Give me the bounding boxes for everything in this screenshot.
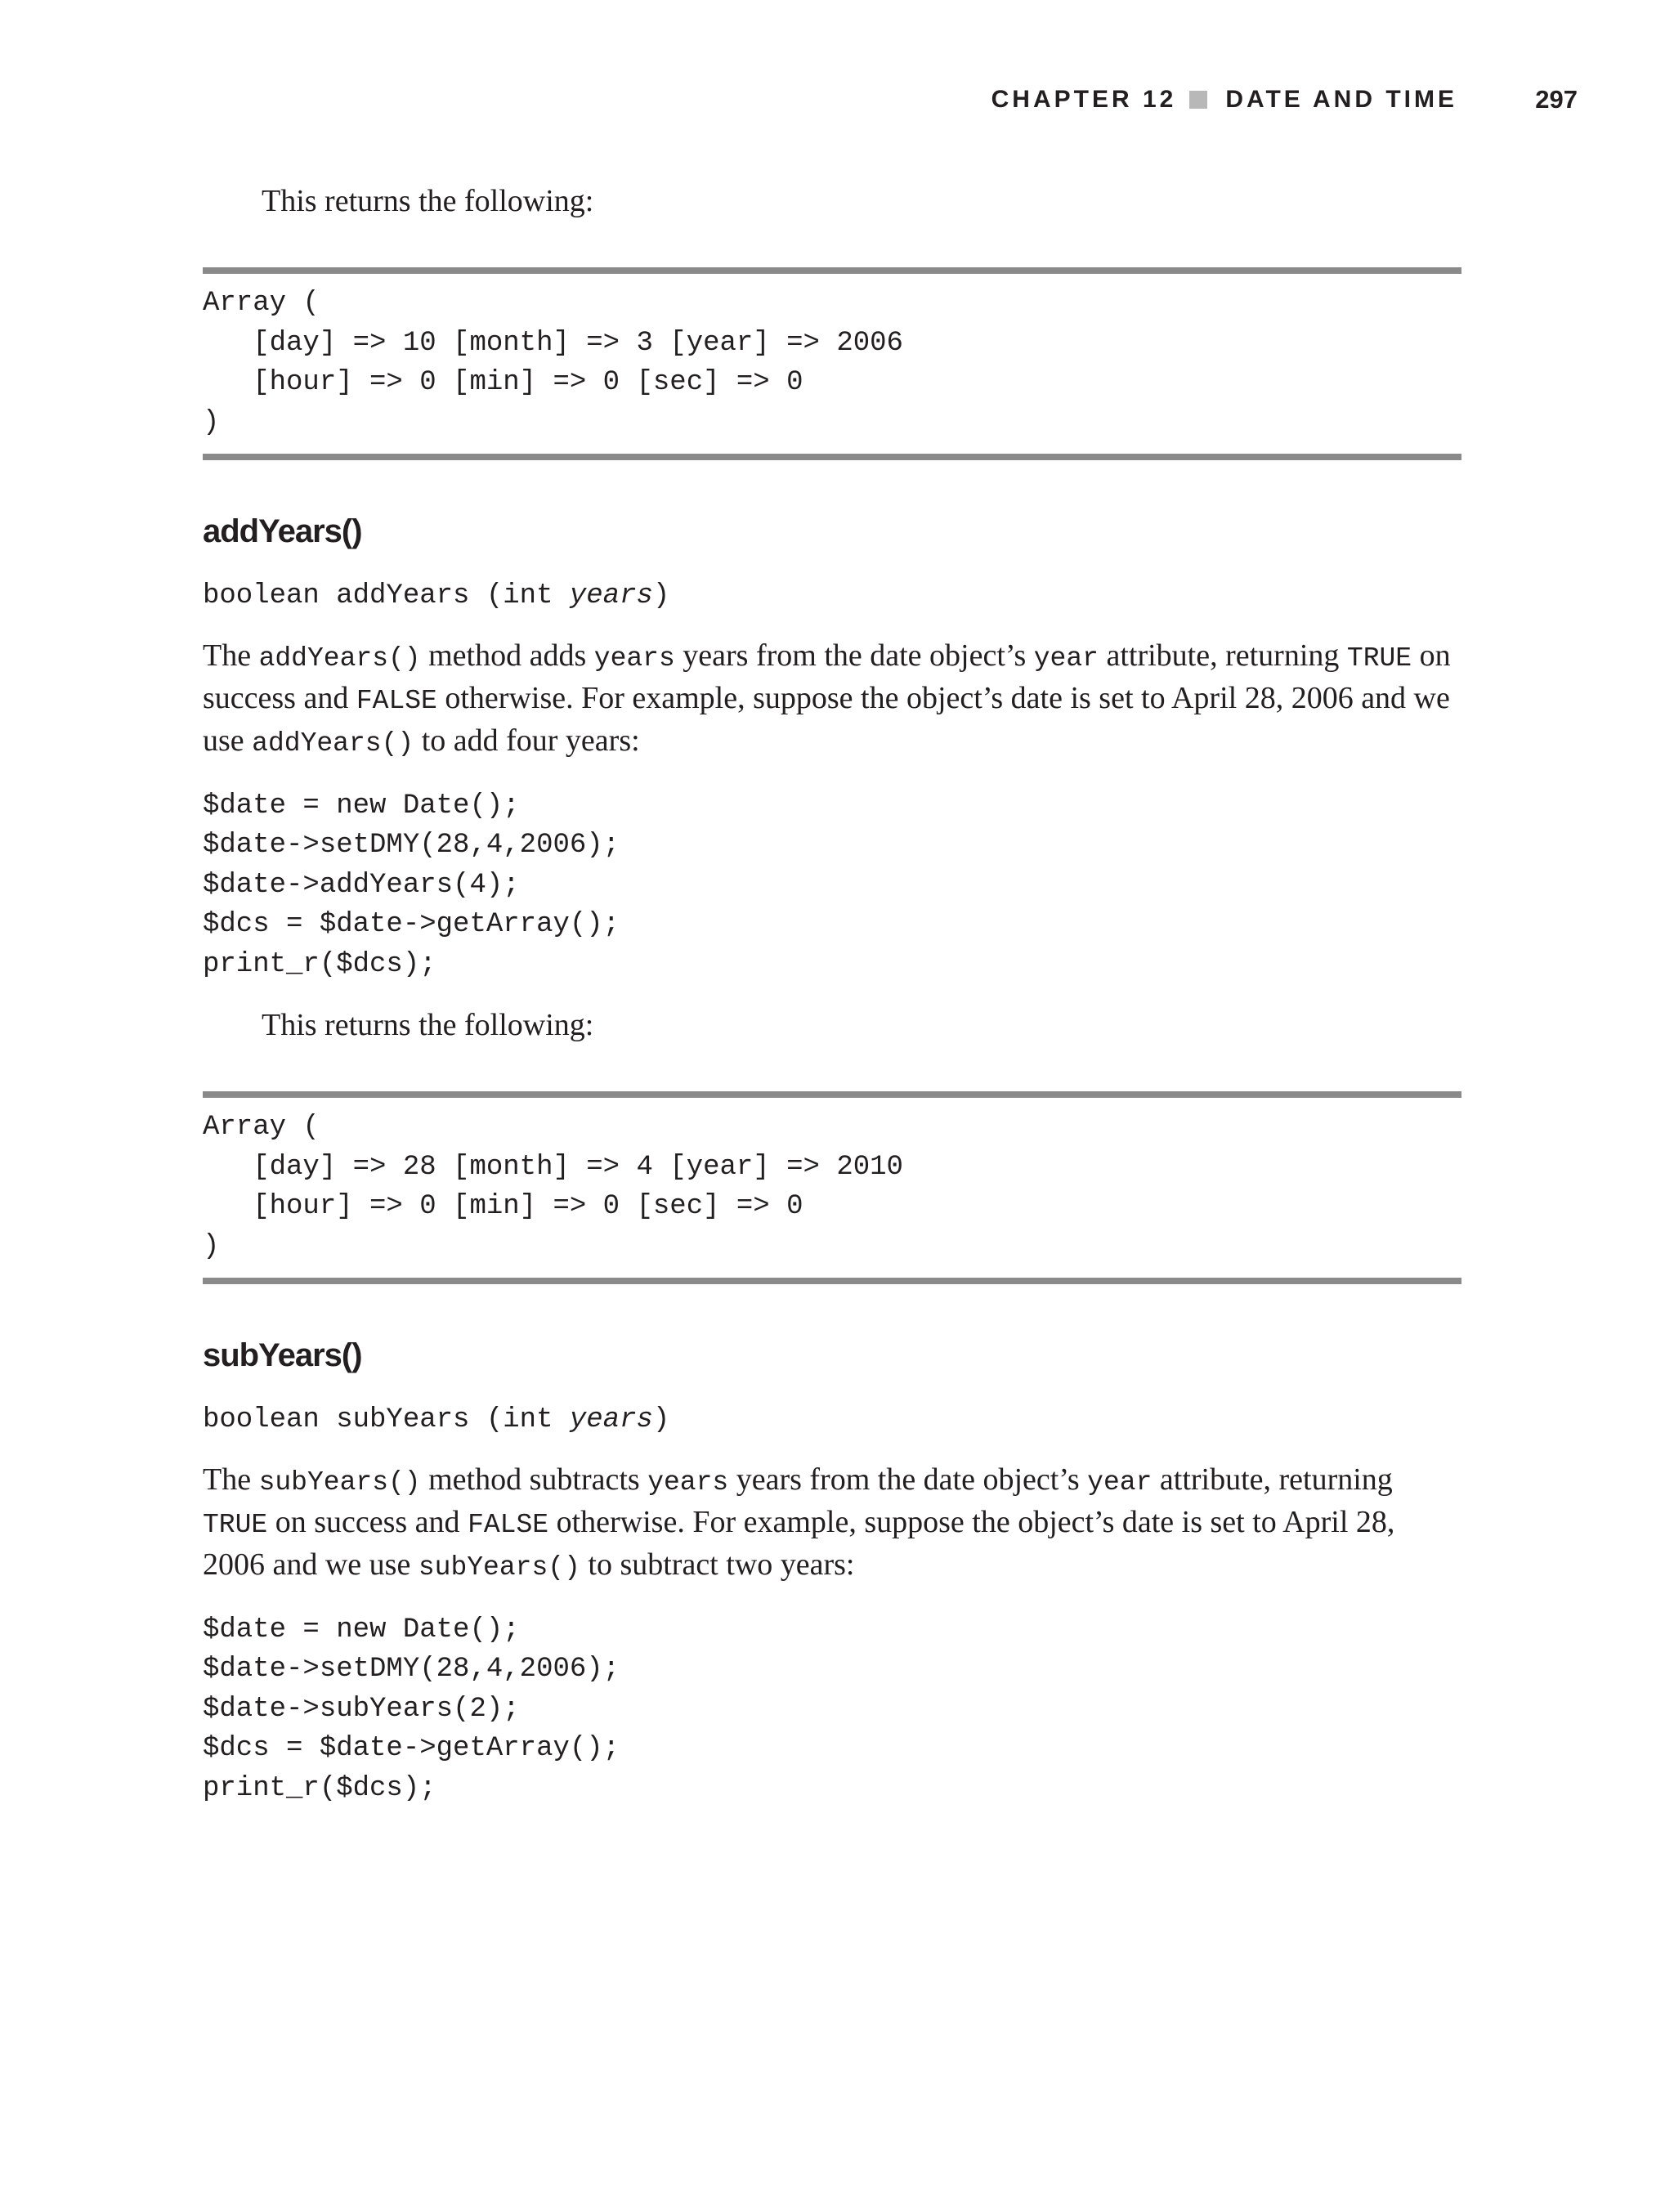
addyears-returns-text: This returns the following:	[262, 1008, 594, 1042]
section-title-addyears: addYears()	[203, 513, 362, 549]
subyears-signature	[203, 1400, 1461, 1440]
code-line: $dcs = $date->getArray();	[203, 909, 620, 940]
subyears-code-block	[203, 1610, 1461, 1809]
signature-prefix: boolean subYears (int	[203, 1404, 570, 1435]
separator-square-icon	[1189, 91, 1207, 109]
signature-suffix: )	[652, 580, 670, 611]
output-line: [hour] => 0 [min] => 0 [sec] => 0	[203, 1191, 803, 1222]
page-number: 297	[1535, 85, 1578, 114]
text-run: years from the date object’s	[728, 1462, 1088, 1497]
chapter-label: CHAPTER 12	[991, 86, 1177, 113]
inline-code: subYears()	[418, 1552, 580, 1583]
inline-code: addYears()	[252, 728, 414, 759]
text-run: attribute, returning	[1098, 638, 1347, 673]
text-run: attribute, returning	[1152, 1462, 1393, 1497]
output-line: )	[203, 406, 220, 438]
intro-returns-text: This returns the following:	[262, 184, 594, 218]
output-line: [day] => 28 [month] => 4 [year] => 2010	[203, 1151, 903, 1183]
output-line: )	[203, 1230, 220, 1262]
text-run: on success and	[267, 1504, 468, 1539]
text-run: to subtract two years:	[580, 1547, 855, 1582]
inline-code: years	[593, 643, 675, 674]
inline-code: addYears()	[258, 643, 421, 674]
text-run: to add four years:	[414, 723, 640, 758]
inline-code: year	[1087, 1466, 1153, 1498]
inline-code: years	[647, 1466, 729, 1498]
inline-code: subYears()	[258, 1466, 421, 1498]
signature-param: years	[569, 580, 653, 611]
code-line: $date->subYears(2);	[203, 1693, 520, 1725]
addyears-code-block	[203, 786, 1461, 985]
text-run: on success and	[203, 638, 1451, 715]
inline-code: FALSE	[356, 685, 437, 716]
inline-code: TRUE	[203, 1509, 268, 1540]
inline-code: FALSE	[468, 1509, 549, 1540]
text-run: otherwise. For example, suppose the object’s date is set to April 28, 2006 and we use	[203, 1504, 1395, 1582]
addyears-output-box	[203, 1091, 1461, 1284]
output-line: [hour] => 0 [min] => 0 [sec] => 0	[203, 367, 803, 398]
output-line: Array (	[203, 1112, 320, 1143]
code-line: $date->setDMY(28,4,2006);	[203, 830, 620, 861]
page-body	[203, 181, 1461, 1808]
output-line: [day] => 10 [month] => 3 [year] => 2006	[203, 327, 903, 359]
section-title-subyears: subYears()	[203, 1337, 362, 1373]
output-line: Array (	[203, 288, 320, 319]
addyears-signature	[203, 576, 1461, 616]
code-line: $date = new Date();	[203, 790, 520, 822]
section-label: DATE AND TIME	[1225, 86, 1457, 113]
text-run: method adds	[420, 638, 594, 673]
running-head	[991, 82, 1457, 118]
signature-param: years	[569, 1404, 653, 1435]
inline-code: year	[1033, 643, 1099, 674]
signature-suffix: )	[652, 1404, 670, 1435]
code-line: $dcs = $date->getArray();	[203, 1733, 620, 1764]
text-run: The	[203, 638, 259, 673]
text-run: otherwise. For example, suppose the object’s date is set to April 28, 2006 and we use	[203, 680, 1450, 758]
code-line: print_r($dcs);	[203, 1772, 436, 1804]
text-run: method subtracts	[420, 1462, 648, 1497]
code-line: print_r($dcs);	[203, 948, 436, 980]
page-header	[0, 82, 1674, 118]
text-run: The	[203, 1462, 259, 1497]
code-line: $date->addYears(4);	[203, 869, 520, 901]
text-run: years from the date object’s	[674, 638, 1034, 673]
code-line: $date = new Date();	[203, 1614, 520, 1646]
intro-output-box	[203, 267, 1461, 460]
subyears-description	[203, 1460, 1461, 1587]
signature-prefix: boolean addYears (int	[203, 580, 570, 611]
code-line: $date->setDMY(28,4,2006);	[203, 1654, 620, 1685]
addyears-description	[203, 636, 1461, 763]
inline-code: TRUE	[1346, 643, 1412, 674]
